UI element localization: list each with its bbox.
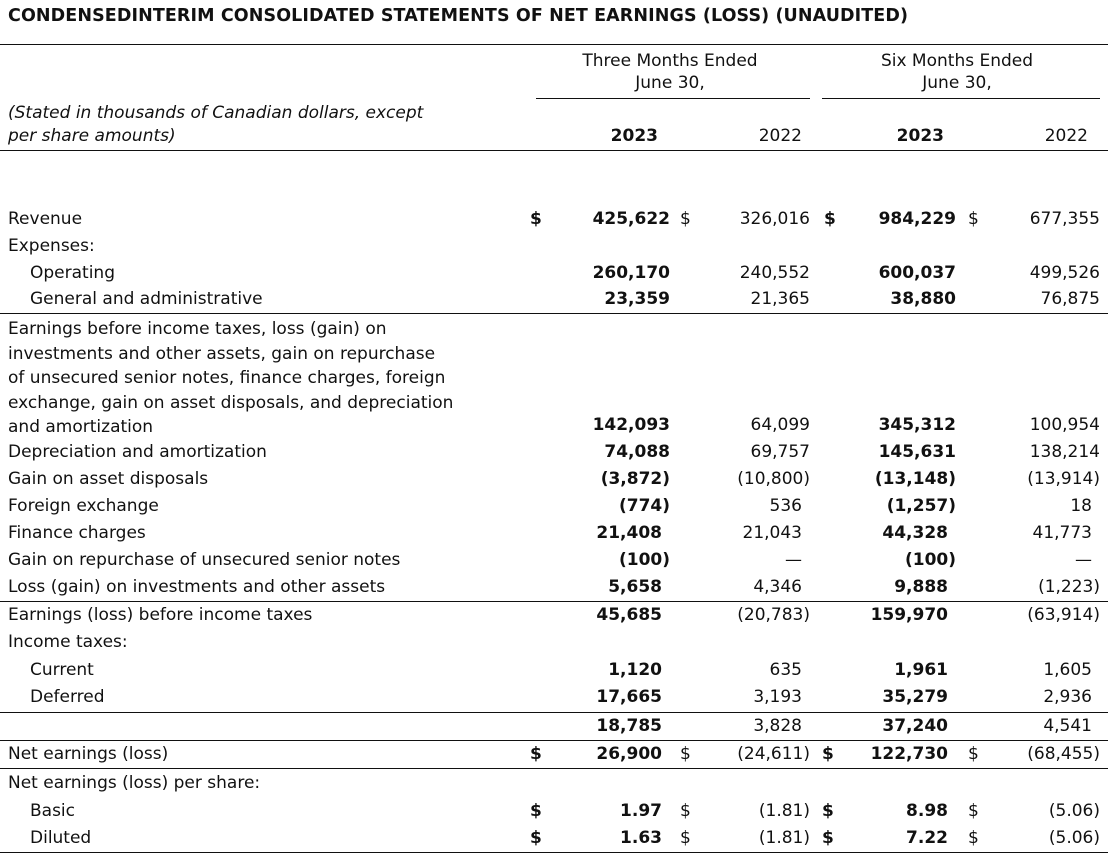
currency-symbol: $ xyxy=(968,209,979,229)
currency-symbol: $ xyxy=(968,828,979,848)
currency-symbol: $ xyxy=(968,744,979,764)
value-2022-six: 18 xyxy=(1070,496,1092,516)
value-2023-three: (3,872) xyxy=(600,469,670,489)
value-2022-six: 499,526 xyxy=(1029,263,1100,283)
six-months-header-line1: Six Months Ended xyxy=(880,51,1034,71)
row-label: Depreciation and amortization xyxy=(8,442,267,462)
currency-symbol: $ xyxy=(680,828,691,848)
value-2022-three: (10,800) xyxy=(737,469,810,489)
value-2023-six: 159,970 xyxy=(870,605,948,625)
row-label: Basic xyxy=(30,801,76,821)
top-rule xyxy=(0,44,1108,45)
row-label: Net earnings (loss) per share: xyxy=(8,773,261,793)
row-label: Loss (gain) on investments and other assets xyxy=(8,577,386,597)
row-net-earnings xyxy=(0,744,1116,771)
six-months-header-line2: June 30, xyxy=(922,73,992,93)
value-2022-six: (13,914) xyxy=(1027,469,1100,489)
row-tax-total xyxy=(0,716,1116,743)
year-2022-six: 2022 xyxy=(1044,126,1088,146)
value-2023-three: 18,785 xyxy=(596,716,662,736)
value-2022-three: (24,611) xyxy=(737,744,810,764)
value-2023-three: 1.97 xyxy=(620,801,662,821)
ebitda-label-line: investments and other assets, gain on repurchase xyxy=(8,343,436,364)
ebitda-label-line: of unsecured senior notes, finance charges, foreign xyxy=(8,368,446,388)
row-ebitda xyxy=(0,415,1116,442)
value-2022-six: 76,875 xyxy=(1040,289,1100,309)
currency-symbol: $ xyxy=(822,828,834,848)
value-2022-three: 69,757 xyxy=(750,442,810,462)
row-label: Deferred xyxy=(30,687,105,707)
stated-in-note xyxy=(8,102,423,148)
value-2023-six: (13,148) xyxy=(874,469,956,489)
value-2023-six: 1,961 xyxy=(894,660,948,680)
currency-symbol: $ xyxy=(530,744,542,764)
value-2023-three: 21,408 xyxy=(596,523,662,543)
row-general-admin xyxy=(0,289,1116,316)
value-2023-three: 5,658 xyxy=(608,577,662,597)
row-label: Earnings (loss) before income taxes xyxy=(8,605,313,625)
value-2023-six: 44,328 xyxy=(882,523,948,543)
ebitda-label-line: and amortization xyxy=(8,417,154,437)
currency-symbol: $ xyxy=(530,209,542,229)
ebt-rule xyxy=(0,601,1108,602)
year-2023-six: 2023 xyxy=(896,126,944,146)
row-income-taxes-heading xyxy=(0,632,1116,659)
value-2022-six: 4,541 xyxy=(1043,716,1092,736)
value-2023-six: (1,257) xyxy=(886,496,956,516)
value-2023-six: 35,279 xyxy=(882,687,948,707)
row-label: Diluted xyxy=(30,828,92,848)
three-months-header xyxy=(540,50,800,94)
currency-symbol: $ xyxy=(680,744,691,764)
statement-title: CONDENSEDINTERIM CONSOLIDATED STATEMENTS OF NET EARNINGS (LOSS) (UNAUDITED) xyxy=(8,6,909,26)
value-2022-six: 2,936 xyxy=(1043,687,1092,707)
row-label: Revenue xyxy=(8,209,83,229)
value-2022-three: (20,783) xyxy=(737,605,810,625)
value-2023-six: 37,240 xyxy=(882,716,948,736)
value-2023-six: 122,730 xyxy=(870,744,948,764)
value-2023-six: 7.22 xyxy=(906,828,948,848)
currency-symbol: $ xyxy=(824,209,836,229)
value-2023-three: 23,359 xyxy=(604,289,670,309)
row-gain-disposals xyxy=(0,469,1116,496)
net-bottom-rule xyxy=(0,768,1108,769)
value-2022-three: 21,043 xyxy=(742,523,802,543)
currency-symbol: $ xyxy=(680,801,691,821)
currency-symbol: $ xyxy=(822,801,834,821)
value-2023-three: 1.63 xyxy=(620,828,662,848)
value-2023-three: 17,665 xyxy=(596,687,662,707)
row-label: General and administrative xyxy=(30,289,263,309)
stated-line2: per share amounts) xyxy=(8,126,176,146)
ebitda-label-line: Earnings before income taxes, loss (gain) on xyxy=(8,319,387,339)
row-finance-charges xyxy=(0,523,1116,550)
value-2022-three: 3,193 xyxy=(753,687,802,707)
three-months-header-line2: June 30, xyxy=(635,73,705,93)
value-2022-three: 240,552 xyxy=(739,263,810,283)
row-current-tax xyxy=(0,660,1116,687)
value-2022-three: — xyxy=(785,550,802,570)
value-2022-six: 677,355 xyxy=(1029,209,1100,229)
row-expenses-heading xyxy=(0,236,1116,263)
value-2022-six: (5.06) xyxy=(1048,828,1100,848)
row-label: Foreign exchange xyxy=(8,496,159,516)
value-2022-six: 41,773 xyxy=(1032,523,1092,543)
six-months-header xyxy=(826,50,1088,94)
row-basic xyxy=(0,801,1116,828)
value-2022-three: 64,099 xyxy=(750,415,810,435)
row-ebt xyxy=(0,605,1116,632)
value-2023-six: 345,312 xyxy=(878,415,956,435)
value-2023-six: 9,888 xyxy=(894,577,948,597)
row-label: Current xyxy=(30,660,94,680)
row-repurchase xyxy=(0,550,1116,577)
row-operating xyxy=(0,263,1116,290)
value-2022-three: 635 xyxy=(769,660,802,680)
row-label: Net earnings (loss) xyxy=(8,744,169,764)
value-2023-three: 74,088 xyxy=(604,442,670,462)
expenses-rule xyxy=(0,313,1108,314)
value-2023-three: 260,170 xyxy=(592,263,670,283)
currency-symbol: $ xyxy=(680,209,691,229)
row-foreign-exchange xyxy=(0,496,1116,523)
row-label: Gain on repurchase of unsecured senior notes xyxy=(8,550,401,570)
currency-symbol: $ xyxy=(968,801,979,821)
ebitda-label-line: exchange, gain on asset disposals, and depreciation xyxy=(8,392,454,413)
row-per-share-heading xyxy=(0,773,1116,800)
value-2022-three: 536 xyxy=(769,496,802,516)
three-months-header-line1: Three Months Ended xyxy=(582,51,758,71)
bottom-rule xyxy=(0,852,1108,853)
year-2022-three: 2022 xyxy=(758,126,802,146)
value-2022-three: 3,828 xyxy=(753,716,802,736)
row-investments xyxy=(0,577,1116,604)
value-2023-three: 45,685 xyxy=(596,605,662,625)
value-2023-six: (100) xyxy=(904,550,956,570)
currency-symbol: $ xyxy=(530,801,542,821)
value-2022-six: (63,914) xyxy=(1027,605,1100,625)
value-2023-six: 8.98 xyxy=(906,801,948,821)
value-2022-six: 100,954 xyxy=(1029,415,1100,435)
value-2023-six: 984,229 xyxy=(878,209,956,229)
value-2022-six: (1,223) xyxy=(1038,577,1100,597)
value-2022-three: (1.81) xyxy=(758,828,810,848)
value-2022-three: 21,365 xyxy=(750,289,810,309)
value-2022-six: (5.06) xyxy=(1048,801,1100,821)
net-rule xyxy=(0,740,1108,741)
value-2022-three: (1.81) xyxy=(758,801,810,821)
stated-line1: (Stated in thousands of Canadian dollars, except xyxy=(8,103,424,123)
tax-rule xyxy=(0,712,1108,713)
row-revenue xyxy=(0,209,1116,236)
value-2022-three: 4,346 xyxy=(753,577,802,597)
value-2023-three: 26,900 xyxy=(596,744,662,764)
currency-symbol: $ xyxy=(822,744,834,764)
value-2022-six: (68,455) xyxy=(1027,744,1100,764)
header-rule xyxy=(0,150,1108,151)
value-2023-six: 145,631 xyxy=(878,442,956,462)
value-2022-six: 1,605 xyxy=(1043,660,1092,680)
row-depreciation xyxy=(0,442,1116,469)
value-2023-three: (100) xyxy=(618,550,670,570)
value-2023-three: 425,622 xyxy=(592,209,670,229)
six-months-rule xyxy=(822,98,1100,99)
value-2023-six: 600,037 xyxy=(878,263,956,283)
value-2023-six: 38,880 xyxy=(890,289,956,309)
currency-symbol: $ xyxy=(530,828,542,848)
row-label: Expenses: xyxy=(8,236,95,256)
three-months-rule xyxy=(536,98,810,99)
row-diluted xyxy=(0,828,1116,855)
value-2022-six: 138,214 xyxy=(1029,442,1100,462)
year-2023-three: 2023 xyxy=(610,126,658,146)
value-2023-three: (774) xyxy=(618,496,670,516)
value-2022-three: 326,016 xyxy=(739,209,810,229)
value-2023-three: 142,093 xyxy=(592,415,670,435)
row-deferred-tax xyxy=(0,687,1116,714)
value-2022-six: — xyxy=(1075,550,1092,570)
row-label: Gain on asset disposals xyxy=(8,469,209,489)
value-2023-three: 1,120 xyxy=(608,660,662,680)
row-label: Income taxes: xyxy=(8,632,128,652)
row-label: Operating xyxy=(30,263,115,283)
row-label: Finance charges xyxy=(8,523,146,543)
